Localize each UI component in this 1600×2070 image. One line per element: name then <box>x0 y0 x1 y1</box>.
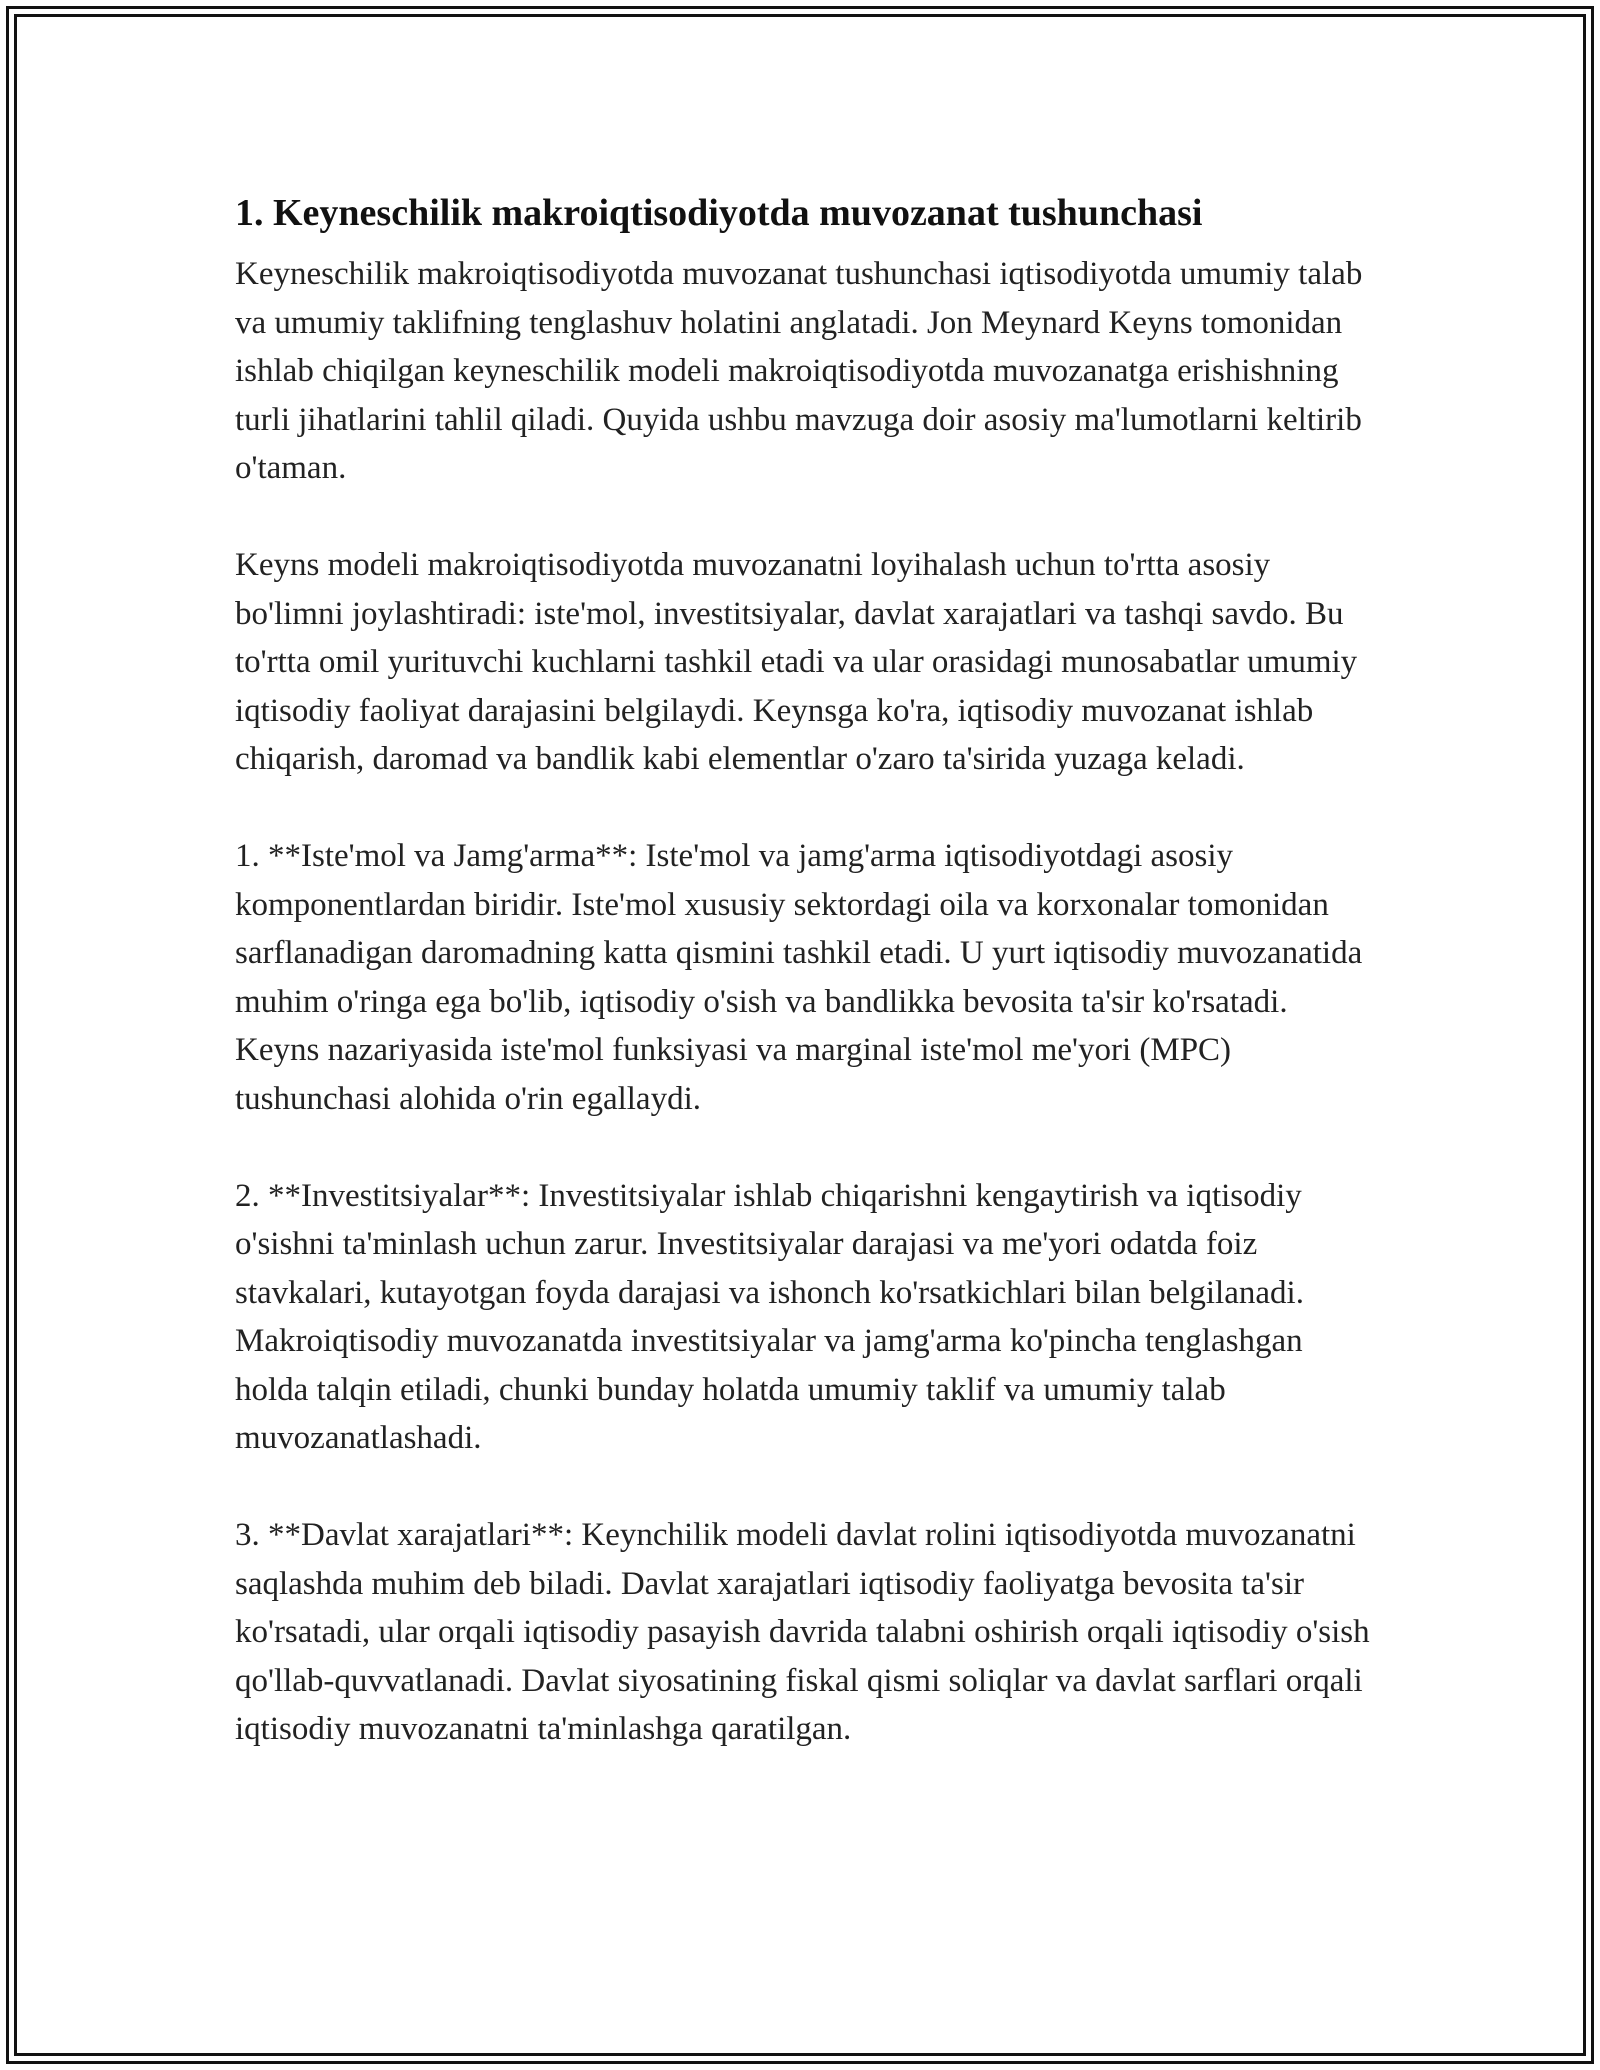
paragraph-government-spending: 3. **Davlat xarajatlari**: Keynchilik modeli davlat rolini iqtisodiyotda muvozanatni saqlashda muhim deb biladi. Davlat xarajatlari iqtisodiy faoliyatga bevosita ta'sir ko'rsatadi, ular orqali iqtisodiy pasayish davrida talabni oshirish orqali iqtisodiy o'sish qo'llab-quvvatlanadi. Davlat siyosatining fiskal qismi soliqlar va davlat sarflari orqali iqtisodiy muvozanatni ta'minlashga qaratilgan. <box>235 1517 1370 1747</box>
paragraph-intro: Keyneschilik makroiqtisodiyotda muvozanat tushunchasi iqtisodiyotda umumiy talab va umumiy taklifning tenglashuv holatini anglatadi. Jon Meynard Keyns tomonidan ishlab chiqilgan keyneschilik modeli makroiqtisodiyotda muvozanatga erishishning turli jihatlarini tahlil qiladi. Quyida ushbu mavzuga doir asosiy ma'lumotlarni keltirib o'taman. <box>235 256 1363 486</box>
paragraph-investments: 2. **Investitsiyalar**: Investitsiyalar ishlab chiqarishni kengaytirish va iqtisodiy o'sishni ta'minlash uchun zarur. Investitsiyalar darajasi va me'yori odatda foiz stavkalari, kutayotgan foyda darajasi va ishonch ko'rsatkichlari bilan belgilanadi. Makroiqtisodiy muvozanatda investitsiyalar va jamg'arma ko'pincha tenglashgan holda talqin etiladi, chunki bunday holatda umumiy taklif va umumiy talab muvozanatlashadi. <box>235 1177 1304 1456</box>
document-title: 1. Keyneschilik makroiqtisodiyotda muvozanat tushunchasi <box>235 192 1203 234</box>
paragraph-keynes-model: Keyns modeli makroiqtisodiyotda muvozanatni loyihalash uchun to'rtta asosiy bo'limni joylashtiradi: iste'mol, investitsiyalar, davlat xarajatlari va tashqi savdo. Bu to'rtta omil yurituvchi kuchlarni tashkil etadi va ular orasidagi munosabatlar umumiy iqtisodiy faoliyat darajasini belgilaydi. Keynsga ko'ra, iqtisodiy muvozanat ishlab chiqarish, daromad va bandlik kabi elementlar o'zaro ta'sirida yuzaga keladi. <box>235 547 1358 777</box>
document-body <box>235 188 1375 1754</box>
paragraph-consumption-savings: 1. **Iste'mol va Jamg'arma**: Iste'mol va jamg'arma iqtisodiyotdagi asosiy komponentlardan biridir. Iste'mol xususiy sektordagi oila va korxonalar tomonidan sarflanadigan daromadning katta qismini tashkil etadi. U yurt iqtisodiy muvozanatida muhim o'ringa ega bo'lib, iqtisodiy o'sish va bandlikka bevosita ta'sir ko'rsatadi. Keyns nazariyasida iste'mol funksiyasi va marginal iste'mol me'yori (MPC) tushunchasi alohida o'rin egallaydi. <box>235 838 1363 1117</box>
